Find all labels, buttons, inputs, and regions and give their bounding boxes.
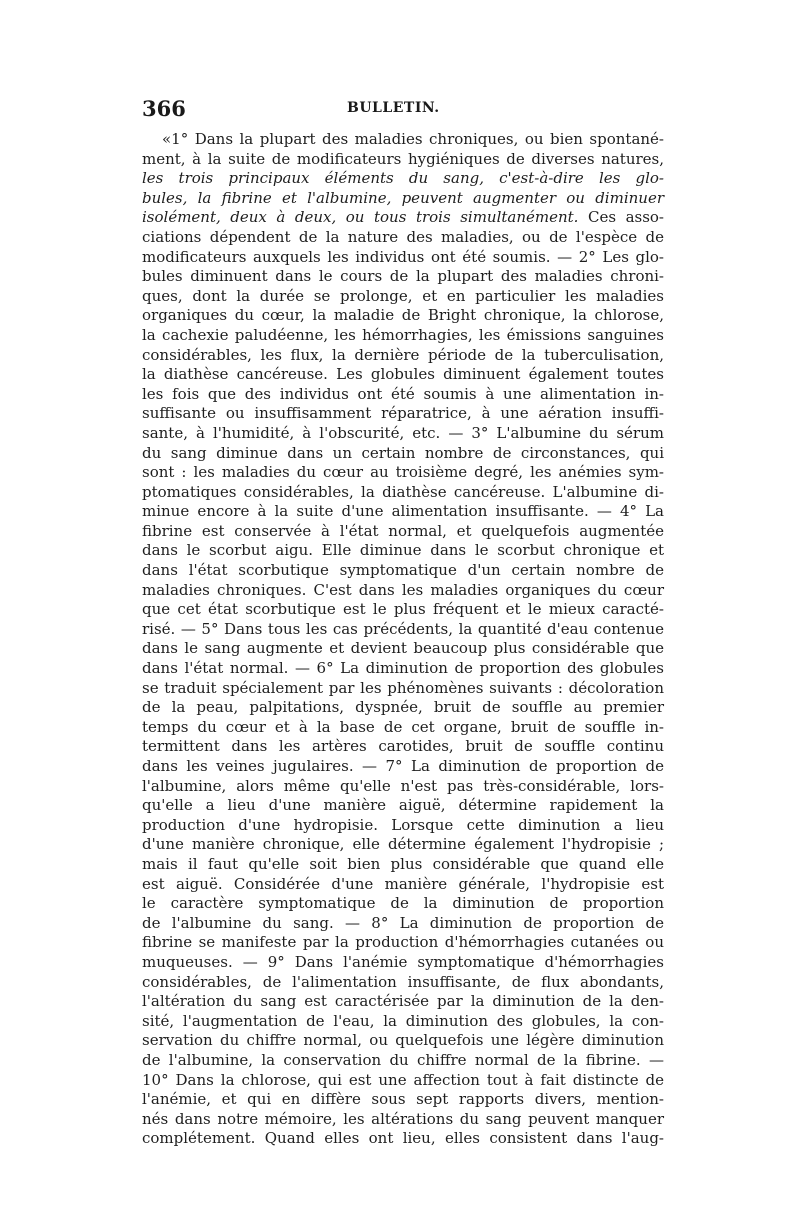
text-line: 10° Dans la chlorose, qui est une affection tout à fait distincte de (142, 1070, 664, 1089)
text-line: le caractère symptomatique de la diminution de proportion (142, 894, 664, 913)
text-line: mais il faut qu'elle soit bien plus considérable que quand elle (142, 854, 664, 873)
text-line: la diathèse cancéreuse. Les globules diminuent également toutes (142, 365, 664, 384)
text-line: «1° Dans la plupart des maladies chroniques, ou bien spontané- (162, 130, 664, 148)
text-line: bules, la fibrine et l'albumine, peuvent augmenter ou diminuer (142, 188, 664, 207)
text-line: les fois que des individus ont été soumis à une alimentation in- (142, 384, 664, 403)
text-line: fibrine se manifeste par la production d'hémorrhagies cutanées ou (142, 933, 664, 952)
text-line: servation du chiffre normal, ou quelquefois une légère diminution (142, 1031, 664, 1050)
text-line: suffisante ou insuffisamment réparatrice, à une aération insuffi- (142, 404, 664, 423)
text-line: dans les veines jugulaires. — 7° La diminution de proportion de (142, 757, 664, 775)
text-line: bules diminuent dans le cours de la plupart des maladies chroni- (142, 267, 664, 286)
text-line: risé. — 5° Dans tous les cas précédents, la quantité d'eau contenue (142, 619, 664, 638)
text-line: du sang diminue dans un certain nombre de circonstances, qui (142, 443, 664, 462)
text-line: fibrine est conservée à l'état normal, et quelquefois augmentée (142, 521, 664, 540)
text-line: ques, dont la durée se prolonge, et en particulier les maladies (142, 286, 664, 305)
text-line: est aiguë. Considérée d'une manière générale, l'hydropisie est (142, 874, 664, 893)
text-line: de l'albumine du sang. — 8° La diminution de proportion de (142, 913, 664, 932)
body-text (142, 130, 664, 1149)
text-line: sont : les maladies du cœur au troisième degré, les anémies sym- (142, 463, 664, 482)
text-line: minue encore à la suite d'une alimentation insuffisante. — 4° La (142, 502, 664, 521)
text-line: ciations dépendent de la nature des maladies, ou de l'espèce de (142, 227, 664, 246)
text-line: termittent dans les artères carotides, bruit de souffle continu (142, 737, 664, 756)
text-line: considérables, de l'alimentation insuffisante, de flux abondants, (142, 972, 664, 991)
page-header (142, 96, 664, 124)
text-line: maladies chroniques. C'est dans les maladies organiques du cœur (142, 580, 664, 599)
text-line: production d'une hydropisie. Lorsque cette diminution a lieu (142, 815, 664, 834)
text-line: dans l'état normal. — 6° La diminution de proportion des globules (142, 659, 664, 678)
text-line: dans le sang augmente et devient beaucoup plus considérable que (142, 639, 664, 658)
text-line: l'altération du sang est caractérisée par la diminution de la den- (142, 992, 664, 1011)
running-head: BULLETIN. (347, 100, 440, 116)
text-line: d'une manière chronique, elle détermine également l'hydropisie ; (142, 835, 664, 854)
text-line: modificateurs auxquels les individus ont été soumis. — 2° Les glo- (142, 247, 664, 266)
page-number: 366 (142, 96, 186, 121)
text-line: l'anémie, et qui en diffère sous sept rapports divers, mention- (142, 1090, 664, 1109)
text-line: la cachexie paludéenne, les hémorrhagies, les émissions sanguines (142, 325, 664, 344)
text-line: isolément, deux à deux, ou tous trois simultanément. Ces asso- (142, 208, 665, 227)
text-line: muqueuses. — 9° Dans l'anémie symptomatique d'hémorrhagies (142, 952, 664, 971)
text-line: dans le scorbut aigu. Elle diminue dans le scorbut chronique et (142, 541, 664, 560)
text-line: sité, l'augmentation de l'eau, la diminution des globules, la con- (142, 1011, 664, 1030)
text-line: se traduit spécialement par les phénomènes suivants : décoloration (142, 678, 664, 697)
text-line: temps du cœur et à la base de cet organe, bruit de souffle in- (142, 717, 664, 736)
text-line: qu'elle a lieu d'une manière aiguë, détermine rapidement la (142, 796, 664, 815)
text-line: nés dans notre mémoire, les altérations du sang peuvent manquer (142, 1109, 664, 1128)
text-line: dans l'état scorbutique symptomatique d'un certain nombre de (142, 561, 664, 580)
text-line: considérables, les flux, la dernière période de la tuberculisation, (142, 345, 664, 364)
text-line: ment, à la suite de modificateurs hygiéniques de diverses natures, (142, 149, 664, 168)
text-line: organiques du cœur, la maladie de Bright chronique, la chlorose, (142, 306, 664, 325)
text-line: ptomatiques considérables, la diathèse cancéreuse. L'albumine di- (142, 482, 664, 501)
text-line: complétement. Quand elles ont lieu, elles consistent dans l'aug- (142, 1129, 664, 1148)
text-line: que cet état scorbutique est le plus fréquent et le mieux caracté- (142, 600, 664, 619)
text-line: les trois principaux éléments du sang, c'est-à-dire les glo- (142, 169, 664, 188)
text-line: sante, à l'humidité, à l'obscurité, etc. — 3° L'albumine du sérum (142, 423, 664, 442)
text-line: de l'albumine, la conservation du chiffre normal de la fibrine. — (142, 1050, 664, 1069)
text-line: de la peau, palpitations, dyspnée, bruit de souffle au premier (142, 698, 664, 717)
text-line: l'albumine, alors même qu'elle n'est pas très-considérable, lors- (142, 776, 664, 795)
